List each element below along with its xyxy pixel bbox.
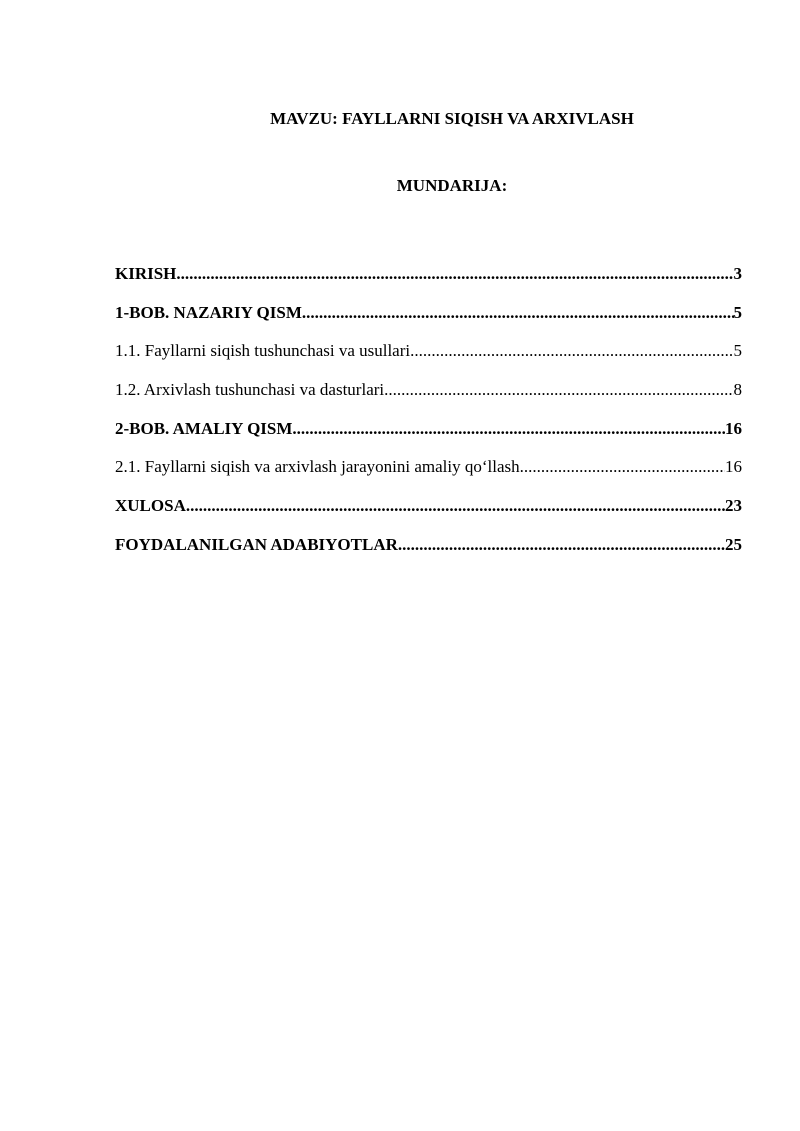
toc-entry-chapter-2 [115, 418, 742, 457]
toc-entry-label: 1.2. Arxivlash tushunchasi va dasturlari [115, 380, 385, 400]
toc-entry-label: FOYDALANILGAN ADABIYOTLAR [115, 534, 398, 554]
toc-leader-dots [292, 418, 725, 440]
toc-entry-page: 8 [733, 380, 742, 400]
toc-entry-section-1-1 [115, 340, 742, 379]
toc-entry-page: 25 [725, 534, 742, 554]
toc-entry-kirish [115, 263, 742, 302]
toc-entry-chapter-1 [115, 302, 742, 341]
toc-entry-label: 2-BOB. AMALIY QISM [115, 418, 293, 438]
toc-leader-dots [384, 379, 733, 401]
toc-entry-xulosa [115, 495, 742, 534]
toc-entry-label: KIRISH [115, 264, 177, 283]
toc-entry-page: 16 [725, 457, 742, 477]
toc-entry-page: 3 [733, 264, 742, 283]
toc-entry-label: 1.1. Fayllarni siqish tushunchasi va usullari [115, 341, 411, 361]
toc-entry-label: XULOSA [115, 496, 186, 516]
table-of-contents [115, 263, 742, 573]
toc-leader-dots [410, 340, 733, 362]
toc-entry-label: 2.1. Fayllarni siqish va arxivlash jarayonini amaliy qo‘llash [115, 457, 520, 477]
toc-leader-dots [398, 534, 725, 556]
toc-entry-page: 5 [733, 341, 742, 361]
toc-entry-section-1-2 [115, 379, 742, 418]
toc-entry-references [115, 534, 742, 573]
toc-leader-dots [186, 495, 725, 517]
toc-entry-section-2-1 [115, 456, 742, 495]
toc-entry-page: 23 [725, 496, 742, 516]
toc-entry-page: 16 [725, 418, 742, 438]
toc-leader-dots [176, 263, 733, 285]
toc-entry-page: 5 [733, 302, 742, 322]
toc-leader-dots [520, 456, 725, 478]
document-title: MAVZU: FAYLLARNI SIQISH VA ARXIVLASH [270, 109, 634, 128]
toc-heading: MUNDARIJA: [396, 176, 508, 195]
toc-leader-dots [302, 302, 734, 324]
toc-entry-label: 1-BOB. NAZARIY QISM [115, 302, 302, 322]
